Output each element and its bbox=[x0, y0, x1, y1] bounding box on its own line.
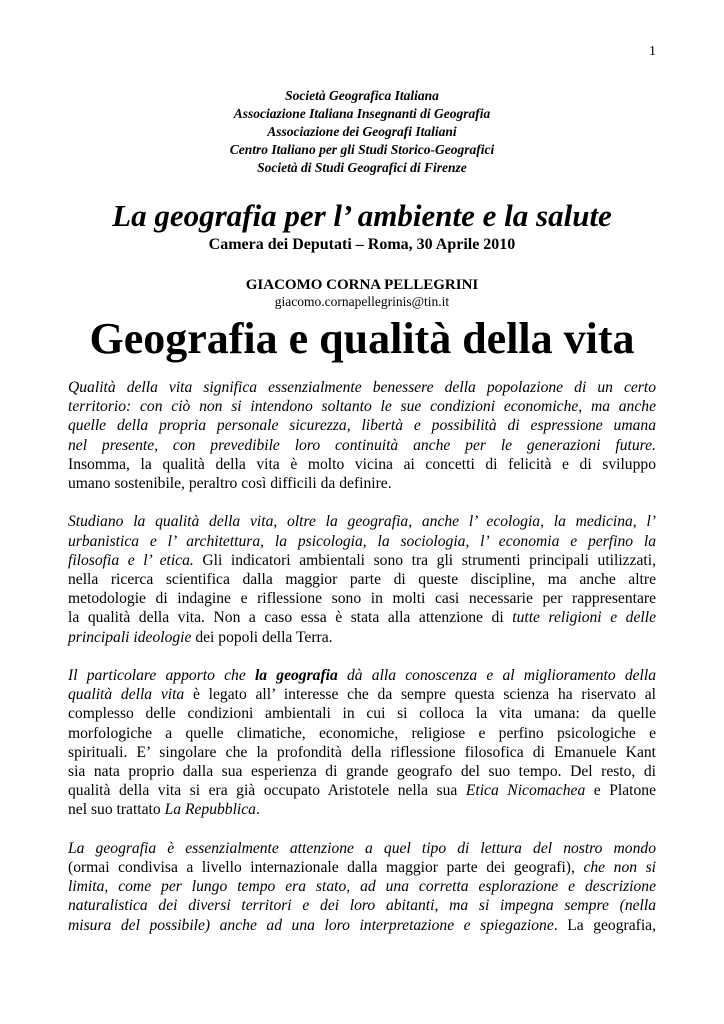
text-span: dei popoli della Terra. bbox=[191, 628, 333, 646]
text-line: naturalistica dei diversi territori e dei loro abitanti, ma si impegna sempre (nella bbox=[68, 897, 656, 915]
text-line: urbanistica e l’ architettura, la psicologia, la sociologia, l’ economia e perfino la bbox=[68, 532, 656, 550]
text-span: e Platone bbox=[585, 782, 656, 800]
text-span: qualità della vita bbox=[68, 686, 185, 704]
text-line: quelle della propria personale sicurezza, libertà e possibilità di espressione umana bbox=[68, 417, 656, 435]
text-line: nella ricerca scientifica dalla maggior parte di queste discipline, ma anche altre bbox=[68, 571, 656, 589]
text-line bbox=[68, 916, 656, 935]
text-span: la qualità della vita. Non a caso essa è stata alla attenzione di bbox=[68, 609, 513, 627]
paragraph-1 bbox=[68, 378, 656, 493]
text-line: sia nata proprio dalla sua esperienza di grande geografo del suo tempo. Del resto, di bbox=[68, 763, 656, 781]
organization-name: Associazione Italiana Insegnanti di Geografia bbox=[233, 106, 491, 121]
text-line: La geografia è essenzialmente attenzione a quel tipo di lettura del nostro mondo bbox=[68, 839, 656, 857]
text-span: dà alla conoscenza e al miglioramento della bbox=[337, 667, 657, 685]
text-line: Insomma, la qualità della vita è molto vicina ai concetti di felicità e di sviluppo bbox=[68, 455, 656, 473]
conference-subtitle: Camera dei Deputati – Roma, 30 Aprile 2010 bbox=[208, 236, 516, 253]
text-line: Qualità della vita significa essenzialmente benessere della popolazione di un certo bbox=[68, 379, 656, 396]
text-line bbox=[68, 685, 656, 704]
organization-name: Società di Studi Geografici di Firenze bbox=[257, 160, 467, 175]
text-span: filosofia e l’ etica. bbox=[68, 551, 194, 569]
text-span: (ormai condivisa a livello internazionale dalla maggior parte dei geografi), bbox=[68, 859, 584, 877]
text-line bbox=[68, 858, 656, 877]
text-span: Il particolare apporto che bbox=[68, 667, 255, 685]
organization-name: Associazione dei Geografi Italiani bbox=[267, 124, 457, 139]
text-span: tutte religioni e delle bbox=[512, 609, 656, 627]
organization-name: Centro Italiano per gli Studi Storico-Geografici bbox=[229, 142, 495, 157]
text-line bbox=[68, 608, 656, 627]
paragraph-2 bbox=[68, 512, 656, 646]
text-span: . bbox=[255, 801, 260, 819]
text-span: è legato all’ interesse che da sempre questa scienza ha riservato al bbox=[184, 686, 656, 704]
text-line: limita, come per lungo tempo era stato, ad una corretta esplorazione e descrizione bbox=[68, 878, 656, 896]
text-span: nel suo trattato bbox=[68, 801, 165, 819]
text-span: . La geografia, bbox=[553, 916, 656, 934]
text-line: Studiano la qualità della vita, oltre la geografia, anche l’ ecologia, la medicina, l’ bbox=[68, 513, 656, 531]
paragraph-4 bbox=[68, 839, 656, 935]
text-line: complesso delle condizioni ambientali in cui si colloca la vita umana: da quelle bbox=[68, 705, 656, 723]
organizations-list bbox=[0, 87, 724, 177]
text-line: umano sostenibile, peraltro così difficili da definire. bbox=[68, 475, 392, 493]
text-span: Etica Nicomachea bbox=[465, 782, 586, 800]
body-text bbox=[68, 378, 656, 954]
text-span: misura del possibile) anche ad una loro interpretazione e spiegazione bbox=[68, 916, 554, 934]
text-line: spirituali. E’ singolare che la profondità della riflessione filosofica di Emanuele Kant bbox=[68, 743, 656, 761]
text-line: nel presente, con prevedibile loro continuità anche per le generazioni future. bbox=[68, 436, 656, 454]
text-line: territorio: con ciò non si intendono soltanto le sue condizioni economiche, ma anche bbox=[68, 398, 656, 416]
conference-title: La geografia per l’ ambiente e la salute bbox=[112, 198, 612, 233]
text-span: Gli indicatori ambientali sono tra gli strumenti principali utilizzati, bbox=[193, 551, 656, 569]
page-number: 1 bbox=[649, 44, 656, 59]
text-line bbox=[68, 551, 656, 570]
text-span: principali ideologie bbox=[68, 628, 192, 646]
paragraph-3 bbox=[68, 666, 656, 820]
author-name: GIACOMO CORNA PELLEGRINI bbox=[245, 277, 479, 293]
text-span: qualità della vita si era già occupato Aristotele nella sua bbox=[68, 782, 466, 800]
author-email: giacomo.cornapellegrinis@tin.it bbox=[274, 294, 450, 309]
text-line bbox=[68, 666, 656, 685]
text-line: metodologie di indagine e riflessione sono in molti casi necessarie per rappresentare bbox=[68, 590, 656, 608]
text-line: morfologiche a quelle climatiche, economiche, religiose e perfino psicologiche e bbox=[68, 724, 656, 742]
organization-name: Società Geografica Italiana bbox=[285, 88, 439, 103]
document-title: Geografia e qualità della vita bbox=[89, 314, 635, 363]
text-line bbox=[68, 800, 656, 819]
text-span: La Repubblica bbox=[164, 801, 256, 819]
text-span: che non si bbox=[583, 859, 656, 877]
text-line bbox=[68, 781, 656, 800]
text-line bbox=[68, 628, 656, 647]
text-span: la geografia bbox=[254, 667, 338, 685]
